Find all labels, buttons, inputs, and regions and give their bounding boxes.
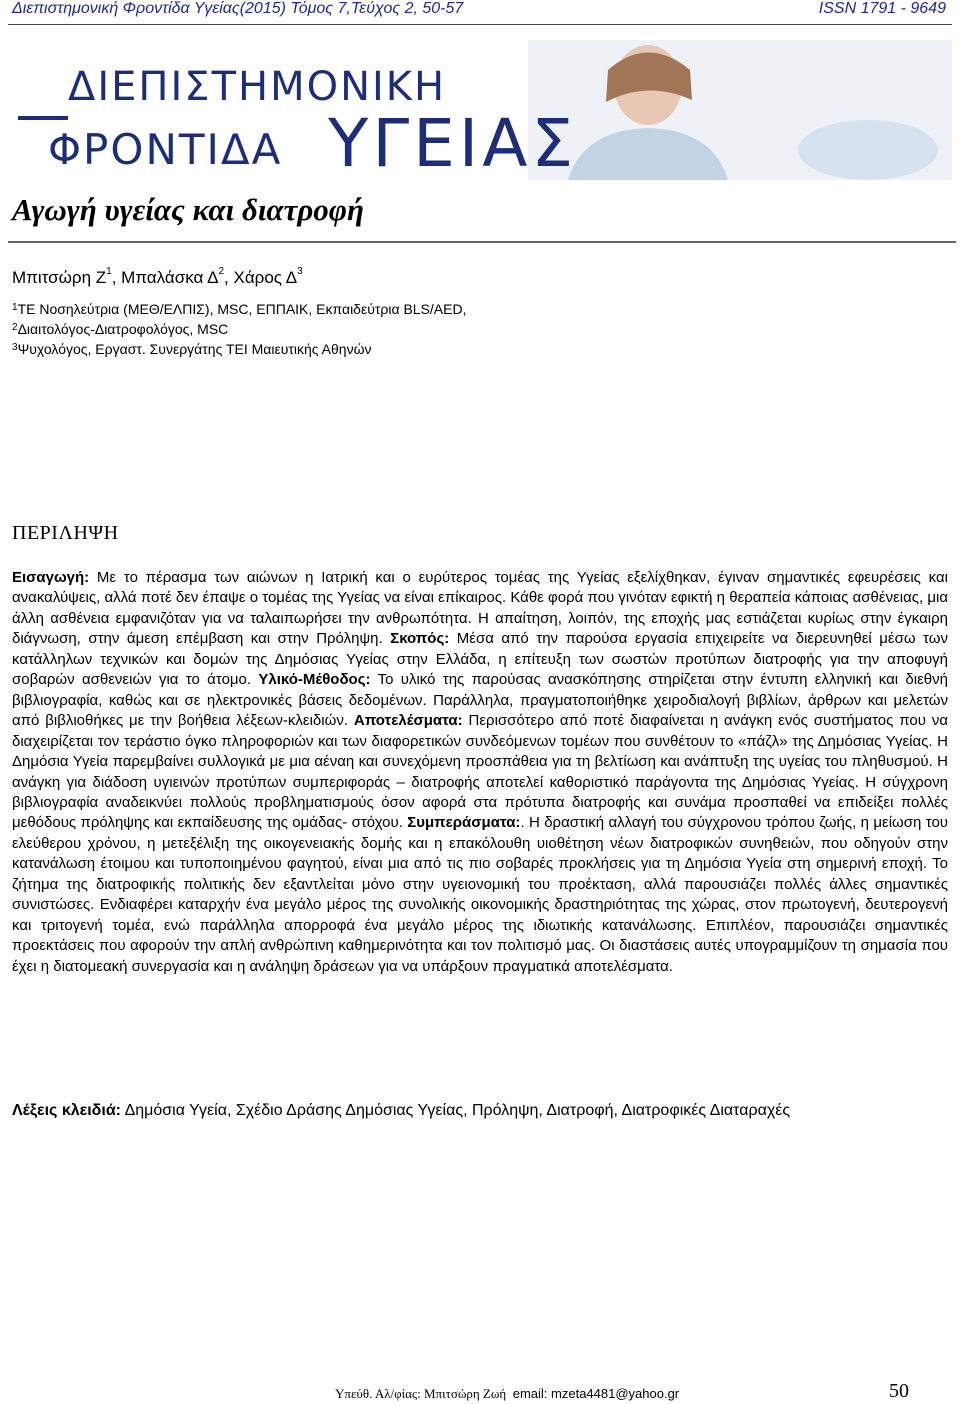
keywords-label: Λέξεις κλειδιά: [12,1102,121,1119]
author-name: Μπαλάσκα Δ [121,268,219,287]
keywords [12,1102,790,1120]
affiliation-text: Διαιτολόγος-Διατροφολόγος, MSC [17,321,229,337]
abstract-aim-text: Μέσα από την παρούσα εργασία επιχειρείτε να διερευνηθεί μέσω των κατάλληλων τεχνικών και δομών της Δημόσιας Υγείας στην Ελλάδα, η επίτευξη των σωστών προτύπων διατροφής για την αποφυγή σοβαρών ασθενειών για το άτομο. [12,630,948,689]
abstract-intro-text: Με το πέρασμα των αιώνων η Ιατρική και ο ευρύτερος τομέας της Υγείας εξελίχθηκαν, έγιναν σημαντικές εφευρέσεις και ανακαλύψεις, αλλά ποτέ δεν έπαψε ο τομέας της Υγείας να είναι επίκαιρος. Κάθε φορά που γινόταν εφικτή η θεραπεία κάποιας ασθένειας, μια άλλη ασθένεια εμφανιζόταν για να ταλαιπωρήσει την ανθρωπότητα. Η απαίτηση, λοιπόν, της εποχής μας εστιάζεται κυρίως στην έγκαιρη διάγνωση, στην άμεση επέμβαση και στην Πρόληψη. [12,569,948,648]
journal-banner-logo [8,40,952,180]
affiliation-text: Ψυχολόγος, Εργαστ. Συνεργάτης ΤΕΙ Μαιευτικής Αθηνών [17,341,372,357]
author-list: Μπιτσώρη $Z^1$, Μπαλάσκα $\Delta^2$, Χάρος $\Delta^3$ [12,266,303,287]
abstract-intro-label: Εισαγωγή: [12,569,90,586]
affiliation-text: ΤΕ Νοσηλεύτρια (ΜΕΘ/ΕΛΠΙΣ), MSC, ΕΠΠΑΙΚ, Εκπαιδεύτρια BLS/AED, [17,301,467,317]
affiliation [12,300,466,319]
footer-correspondence [335,1386,679,1402]
keywords-text: Δημόσια Υγεία, Σχέδιο Δράσης Δημόσιας Υγείας, Πρόληψη, Διατροφή, Διατροφικές Διαταραχές [121,1102,791,1119]
affiliation [12,340,372,359]
abstract-method-label: Υλικό-Μέθοδος: [258,671,371,689]
corresponding-author: Υπεύθ. Αλ/φίας: Μπιτσώρη Ζωή [335,1386,507,1401]
affiliation-sup: 3 [12,342,18,353]
page-number: 50 [889,1380,909,1402]
journal-citation: Διεπιστημονική Φροντίδα Υγείας(2015) Τόμος 7,Τεύχος 2, 50-57 [12,0,464,17]
abstract-results-label: Αποτελέσματα: [353,712,463,730]
author-name: Χάρος Δ [233,268,298,287]
banner-line1: ΔΙΕΠΙΣΤΗΜΟΝΙΚΗ [68,64,447,110]
banner-line3: ΥΓΕΙΑΣ [328,105,578,180]
affiliation-sup: 2 [12,322,18,333]
abstract-aim-label: Σκοπός: [390,630,450,648]
abstract-conclusions-text: . Η δραστική αλλαγή του σύγχρονου τρόπου ζωής, η μείωση του ελεύθερου χρόνου, η μετεξέλιξη της οικογενειακής δομής και η επακόλουθη υιοθέτηση νέων διατροφικών συνηθειών, που οδηγούν στην κατανάλωση έτοιμου και τυποποιημένου φαγητού, είναι μια από τις πιο σοβαρές προκλήσεις για τη Δημόσια Υγεία στη σημερινή εποχή. Το ζήτημα της διατροφικής πολιτικής δεν εξαντλείται μόνο στην υγειονομική του προέκταση, αλλά παρουσιάζει πολλές άλλες σημαντικές συνιστώσες. Ενδιαφέρει καταρχήν ένα μεγάλο μέρος της συνολικής οικονομικής δραστηριότητας της χώρας, στον πρωτογενή, δευτερογενή και τριτογενή τομέα, ενώ παράλληλα απορροφά ένα μεγάλο μέρος της ιδιωτικής κατανάλωσης. Επιπλέον, παρουσιάζει σημαντικές προεκτάσεις που αφορούν την απλή ανθρώπινη καθημερινότητα και τον πολιτισμό μας. Οι διαστάσεις αυτές υπογραμμίζουν τη σημασία που έχει η διατομεακή συνεργασία και η ανάληψη δράσεων για να υπάρξουν πραγματικά αποτελέσματα. [12,814,949,975]
banner-line2: ΦΡΟΝΤΙΔΑ [48,125,283,174]
author-sup: 2 [218,266,225,277]
issn: ISSN 1791 - 9649 [818,0,946,17]
author-sup: 1 [106,266,112,277]
affiliation [12,320,228,339]
header-divider [8,24,952,25]
article-title: Αγωγή υγείας και διατροφή [12,192,364,227]
affiliation-sup: 1 [12,302,18,313]
author-sup: 3 [297,266,303,277]
abstract-body [12,568,948,977]
abstract-method-text: Το υλικό της παρούσας ανασκόπησης στηρίζεται στην έντυπη ελληνική και διεθνή βιβλιογραφία, καθώς και σε ηλεκτρονικές βάσεις δεδομένων. Παράλληλα, πραγματοποιήθηκε χειροδιαλογή βιβλίων, άρθρων και μελετών από βιβλιοθήκες με την βοήθεια λέξεων-κλειδιών. [12,671,948,730]
abstract-conclusions-label: Συμπεράσματα: [407,814,521,832]
corresponding-email[interactable]: email: mzeta4481@yahoo.gr [512,1386,680,1401]
title-divider [8,241,956,243]
author-name: Μπιτσώρη Ζ [12,268,107,287]
abstract-results-text: Περισσότερο από ποτέ διαφαίνεται η ανάγκη ενός συστήματος που να διαχειρίζεται τον τεράστιο όγκο πληροφοριών και των διαφορετικών συνδεόμενων τομέων που συνθέτουν το «πάζλ» της Δημόσιας Υγείας. Η Δημόσια Υγεία παρεμβαίνει συλλογικά με μια αέναη και συνεχόμενη προσπάθεια για τη βελτίωση και ανάπτυξη της υγείας του πληθυσμού. Η ανάγκη για διάδοση υγιεινών προτύπων συμπεριφοράς – διατροφής αποτελεί καθοριστικό παράγοντα της Δημόσιας Υγείας. Η σύγχρονη βιβλιογραφία αναδεικνύει πολλούς προβληματισμούς όσον αφορά στα πρότυπα διατροφής και συνάμα προσπαθεί να επιδείξει πολλές μεθόδους πρόληψης και εκπαίδευσης της ομάδας- στόχου. [12,712,948,832]
abstract-heading: ΠΕΡΙΛΗΨΗ [12,522,119,544]
